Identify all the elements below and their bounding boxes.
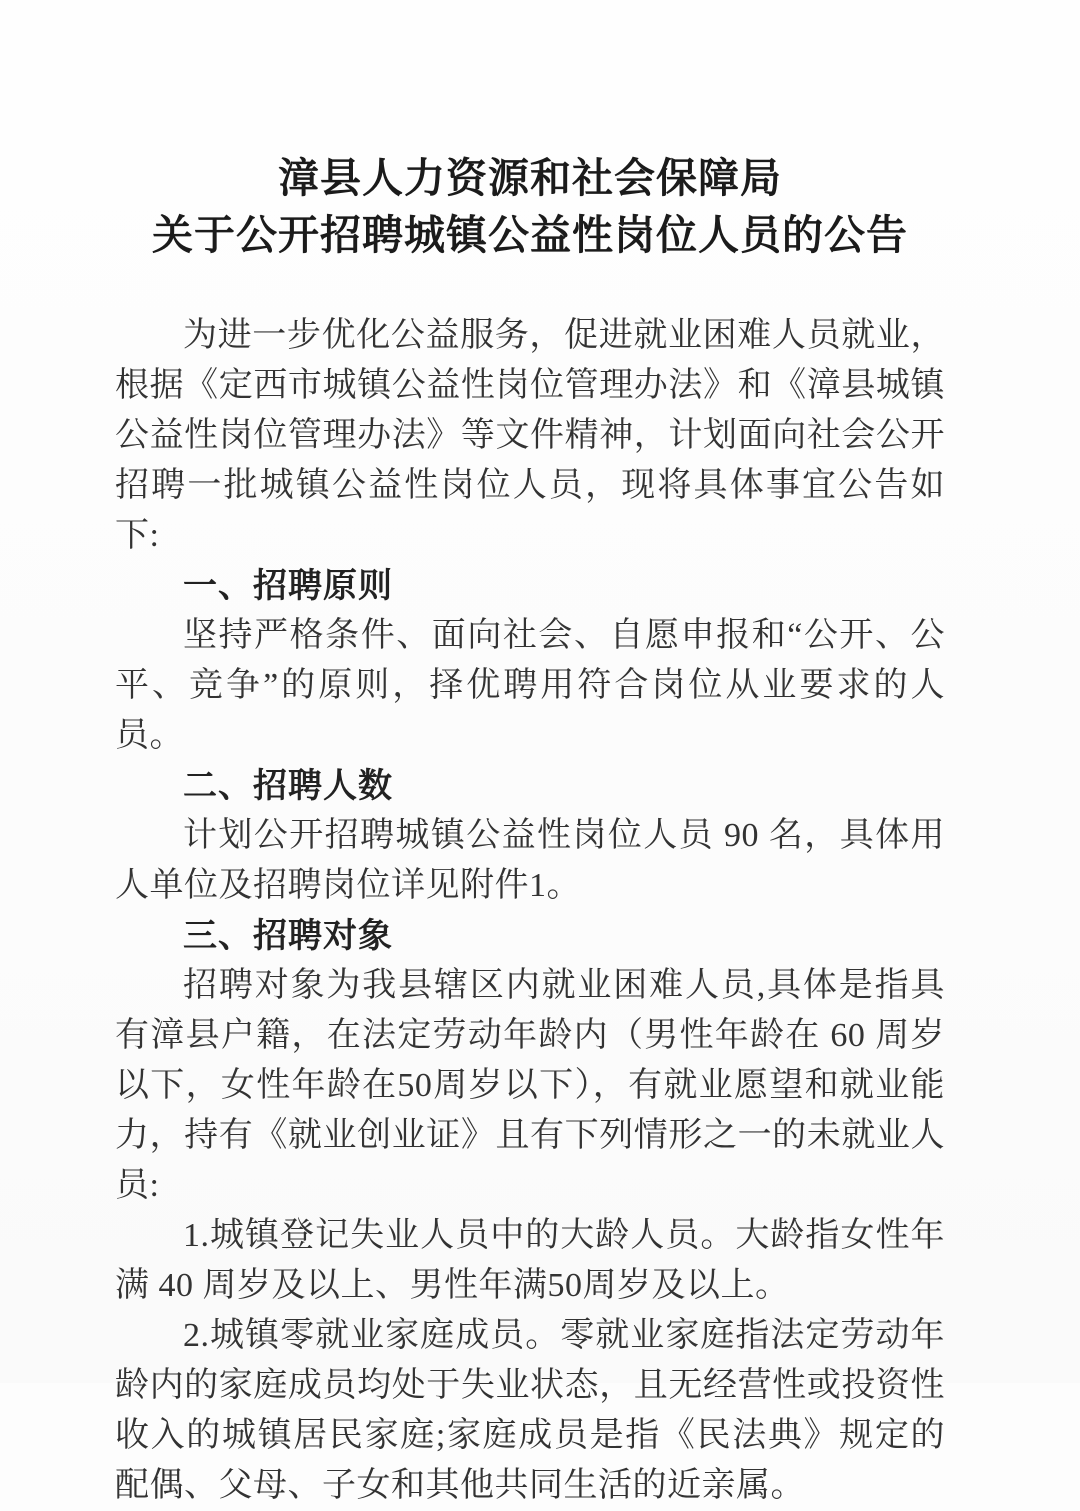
document-title-line-1: 漳县人力资源和社会保障局 [278, 155, 782, 201]
body-paragraph: 2.城镇零就业家庭成员。零就业家庭指法定劳动年龄内的家庭成员均处于失业状态，且无经营性或投资性收入的城镇居民家庭;家庭成员是指《民法典》规定的配偶、父母、子女和其他共同生活的近亲属。 [115, 1317, 945, 1504]
section-heading: 三、招聘对象 [183, 917, 393, 955]
section-heading: 二、招聘人数 [183, 767, 393, 805]
body-paragraph: 为进一步优化公益服务，促进就业困难人员就业，根据《定西市城镇公益性岗位管理办法》和《漳县城镇公益性岗位管理办法》等文件精神，计划面向社会公开招聘一批城镇公益性岗位人员，现将具体事宜公告如下: [115, 317, 945, 554]
body-paragraph: 招聘对象为我县辖区内就业困难人员,具体是指具有漳县户籍，在法定劳动年龄内（男性年龄在 60 周岁以下，女性年龄在50周岁以下），有就业愿望和就业能力，持有《就业创业证》且有下列情形之一的未就业人员: [115, 967, 945, 1204]
section-heading: 一、招聘原则 [183, 567, 393, 605]
body-paragraph: 计划公开招聘城镇公益性岗位人员 90 名，具体用人单位及招聘岗位详见附件1。 [115, 817, 945, 904]
document-title-line-2: 关于公开招聘城镇公益性岗位人员的公告 [152, 212, 908, 258]
document-body [115, 311, 945, 1511]
body-paragraph: 坚持严格条件、面向社会、自愿申报和“公开、公平、竞争”的原则，择优聘用符合岗位从业要求的人员。 [115, 617, 945, 754]
body-paragraph: 1.城镇登记失业人员中的大龄人员。大龄指女性年满 40 周岁及以上、男性年满50周岁及以上。 [115, 1217, 945, 1304]
document-title [115, 150, 945, 264]
